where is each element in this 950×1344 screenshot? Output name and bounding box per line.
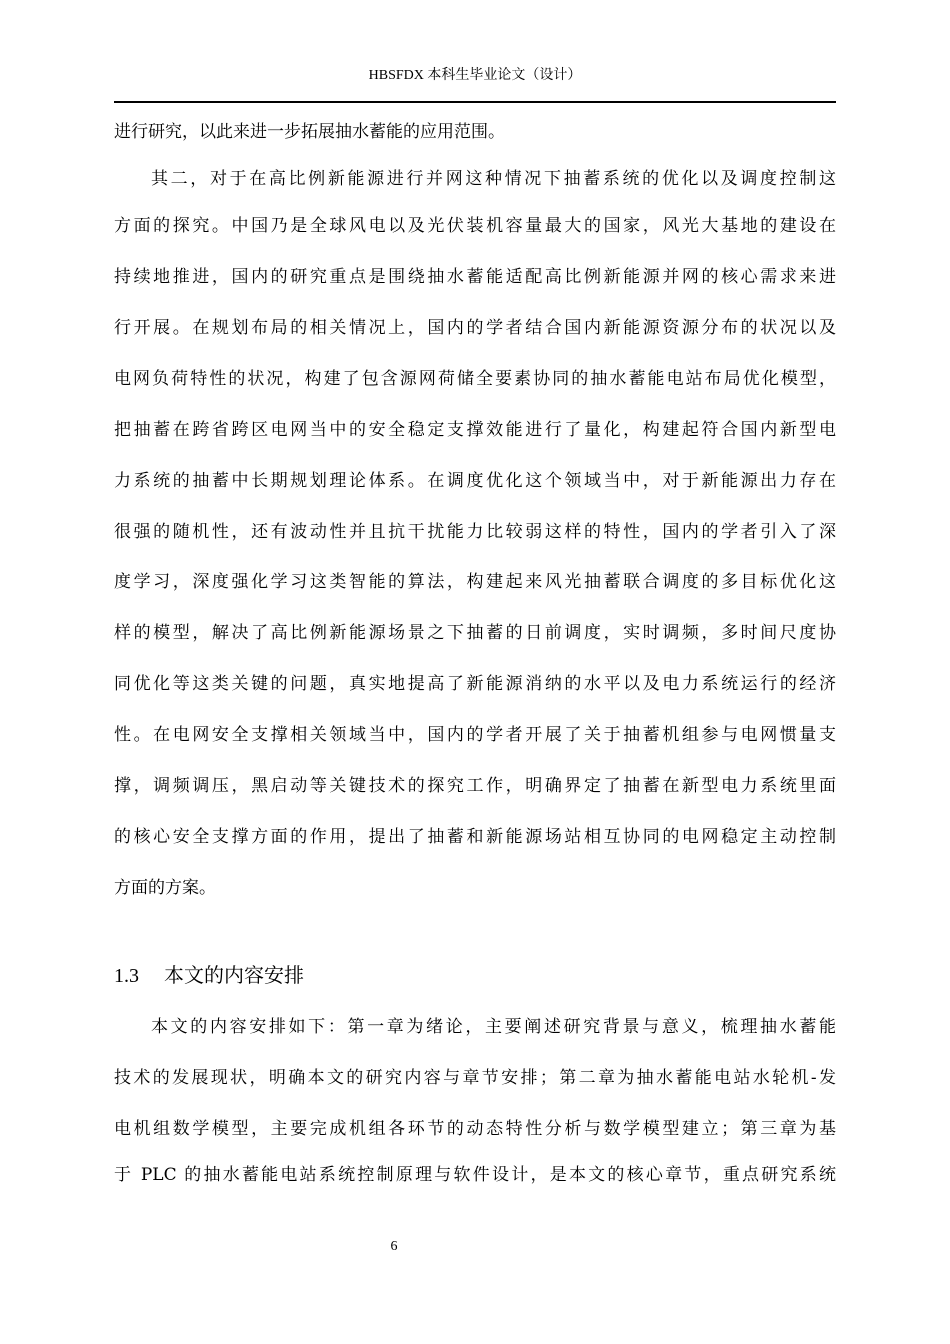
paragraph-line: 方面的探究。中国乃是全球风电以及光伏装机容量最大的国家，风光大基地的建设在 bbox=[114, 216, 836, 236]
paragraph-line: 把抽蓄在跨省跨区电网当中的安全稳定支撑效能进行了量化，构建起符合国内新型电 bbox=[114, 420, 836, 440]
paragraph-line: 进行研究，以此来进一步拓展抽水蓄能的应用范围。 bbox=[114, 122, 505, 142]
paragraph-line: 持续地推进，国内的研究重点是围绕抽水蓄能适配高比例新能源并网的核心需求来进 bbox=[114, 267, 836, 287]
paragraph-line: 电机组数学模型，主要完成机组各环节的动态特性分析与数学模型建立；第三章为基 bbox=[114, 1119, 836, 1139]
section-heading bbox=[114, 962, 304, 989]
header-divider bbox=[114, 101, 836, 103]
paragraph-line: 行开展。在规划布局的相关情况上，国内的学者结合国内新能源资源分布的状况以及 bbox=[114, 318, 836, 338]
paragraph-line: 撑，调频调压，黑启动等关键技术的探究工作，明确界定了抽蓄在新型电力系统里面 bbox=[114, 776, 836, 796]
running-header: HBSFDX 本科生毕业论文（设计） bbox=[368, 68, 582, 83]
paragraph-line: 本文的内容安排如下：第一章为绪论，主要阐述研究背景与意义，梳理抽水蓄能 bbox=[151, 1017, 836, 1037]
paragraph-line: 力系统的抽蓄中长期规划理论体系。在调度优化这个领域当中，对于新能源出力存在 bbox=[114, 471, 836, 491]
paragraph-line: 度学习，深度强化学习这类智能的算法，构建起来风光抽蓄联合调度的多目标优化这 bbox=[114, 572, 836, 592]
section-number: 1.3 bbox=[114, 965, 139, 987]
paragraph-line: 电网负荷特性的状况，构建了包含源网荷储全要素协同的抽水蓄能电站布局优化模型， bbox=[114, 369, 836, 389]
paragraph-line: 的核心安全支撑方面的作用，提出了抽蓄和新能源场站相互协同的电网稳定主动控制 bbox=[114, 827, 836, 847]
page-number: 6 bbox=[390, 1239, 398, 1254]
paragraph-line: 技术的发展现状，明确本文的研究内容与章节安排；第二章为抽水蓄能电站水轮机-发 bbox=[114, 1068, 836, 1088]
paragraph-line: 方面的方案。 bbox=[114, 878, 216, 898]
paragraph-line: 性。在电网安全支撑相关领域当中，国内的学者开展了关于抽蓄机组参与电网惯量支 bbox=[114, 725, 836, 745]
paragraph-line: 同优化等这类关键的问题，真实地提高了新能源消纳的水平以及电力系统运行的经济 bbox=[114, 674, 836, 694]
section-title: 本文的内容安排 bbox=[164, 963, 304, 987]
paragraph-line: 于 PLC 的抽水蓄能电站系统控制原理与软件设计，是本文的核心章节，重点研究系统 bbox=[114, 1165, 836, 1185]
paragraph-line: 很强的随机性，还有波动性并且抗干扰能力比较弱这样的特性，国内的学者引入了深 bbox=[114, 522, 836, 542]
paragraph-line: 其二，对于在高比例新能源进行并网这种情况下抽蓄系统的优化以及调度控制这 bbox=[151, 169, 836, 189]
paragraph-line: 样的模型，解决了高比例新能源场景之下抽蓄的日前调度，实时调频，多时间尺度协 bbox=[114, 623, 836, 643]
